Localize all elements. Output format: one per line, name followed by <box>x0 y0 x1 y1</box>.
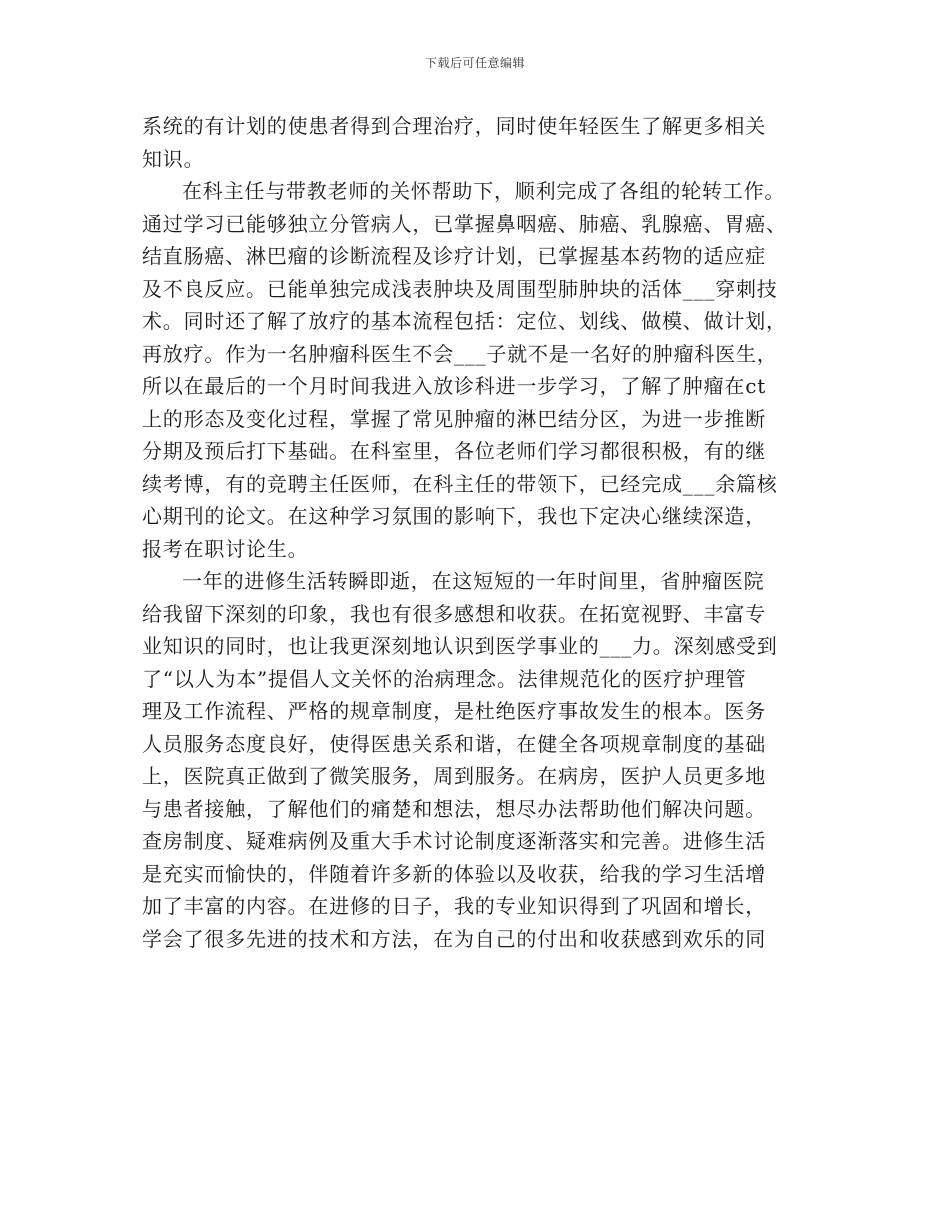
text-line: 给我留下深刻的印象，我也有很多感想和收获。在拓宽视野、丰富专 <box>142 601 766 626</box>
text-line: 分期及预后打下基础。在科室里，各位老师们学习都很积极，有的继 <box>142 439 766 463</box>
text-line: 上，医院真正做到了微笑服务，周到服务。在病房，医护人员更多地 <box>142 764 766 788</box>
text-line: 在科主任与带教老师的关怀帮助下，顺利完成了各组的轮转工作。 <box>182 179 786 203</box>
text-line: 所以在最后的一个月时间我进入放诊科进一步学习，了解了肿瘤在ct <box>142 374 767 398</box>
document-body <box>142 110 810 955</box>
text-line: 加了丰富的内容。在进修的日子，我的专业知识得到了巩固和增长， <box>142 894 766 918</box>
text-line: 及不良反应。已能单独完成浅表肿块及周围型肺肿块的活体___穿刺技 <box>142 276 778 301</box>
paragraph-3 <box>142 565 810 955</box>
text-line: 与患者接触，了解他们的痛楚和想法，想尽办法帮助他们解决问题。 <box>142 796 766 821</box>
paragraph-1 <box>142 110 810 175</box>
text-line: 是充实而愉快的，伴随着许多新的体验以及收获，给我的学习生活增 <box>142 861 766 886</box>
text-line: 业知识的同时，也让我更深刻地认识到医学事业的___力。深刻感受到 <box>142 634 778 658</box>
text-line: 学会了很多先进的技术和方法，在为自己的付出和收获感到欢乐的同 <box>142 926 766 951</box>
text-line: 报考在职讨论生。 <box>142 536 309 561</box>
paragraph-2 <box>142 175 810 565</box>
text-line: 人员服务态度良好，使得医患关系和谐，在健全各项规章制度的基础 <box>142 731 766 756</box>
text-line: 查房制度、疑难病例及重大手术讨论制度逐渐落实和完善。进修生活 <box>142 829 766 853</box>
text-line: 了“以人为本”提倡人文关怀的治病理念。法律规范化的医疗护理管 <box>142 666 747 691</box>
text-line: 心期刊的论文。在这种学习氛围的影响下，我也下定决心继续深造， <box>142 504 766 528</box>
text-line: 知识。 <box>142 146 205 171</box>
text-line: 再放疗。作为一名肿瘤科医生不会___子就不是一名好的肿瘤科医生， <box>142 341 778 366</box>
text-line: 上的形态及变化过程，掌握了常见肿瘤的淋巴结分区，为进一步推断 <box>142 406 766 431</box>
text-line: 系统的有计划的使患者得到合理治疗，同时使年轻医生了解更多相关 <box>142 114 766 138</box>
text-line: 一年的进修生活转瞬即逝，在这短短的一年时间里，省肿瘤医院 <box>182 569 765 593</box>
text-line: 通过学习已能够独立分管病人，已掌握鼻咽癌、肺癌、乳腺癌、胃癌、 <box>142 211 787 236</box>
page-header: 下载后可任意编辑 <box>424 56 525 70</box>
text-line: 理及工作流程、严格的规章制度，是杜绝医疗事故发生的根本。医务 <box>142 699 766 723</box>
text-line: 术。同时还了解了放疗的基本流程包括：定位、划线、做模、做计划， <box>142 309 787 333</box>
text-line: 续考博，有的竞聘主任医师，在科主任的带领下，已经完成___余篇核 <box>142 471 778 496</box>
text-line: 结直肠癌、淋巴瘤的诊断流程及诊疗计划，已掌握基本药物的适应症 <box>142 244 766 268</box>
